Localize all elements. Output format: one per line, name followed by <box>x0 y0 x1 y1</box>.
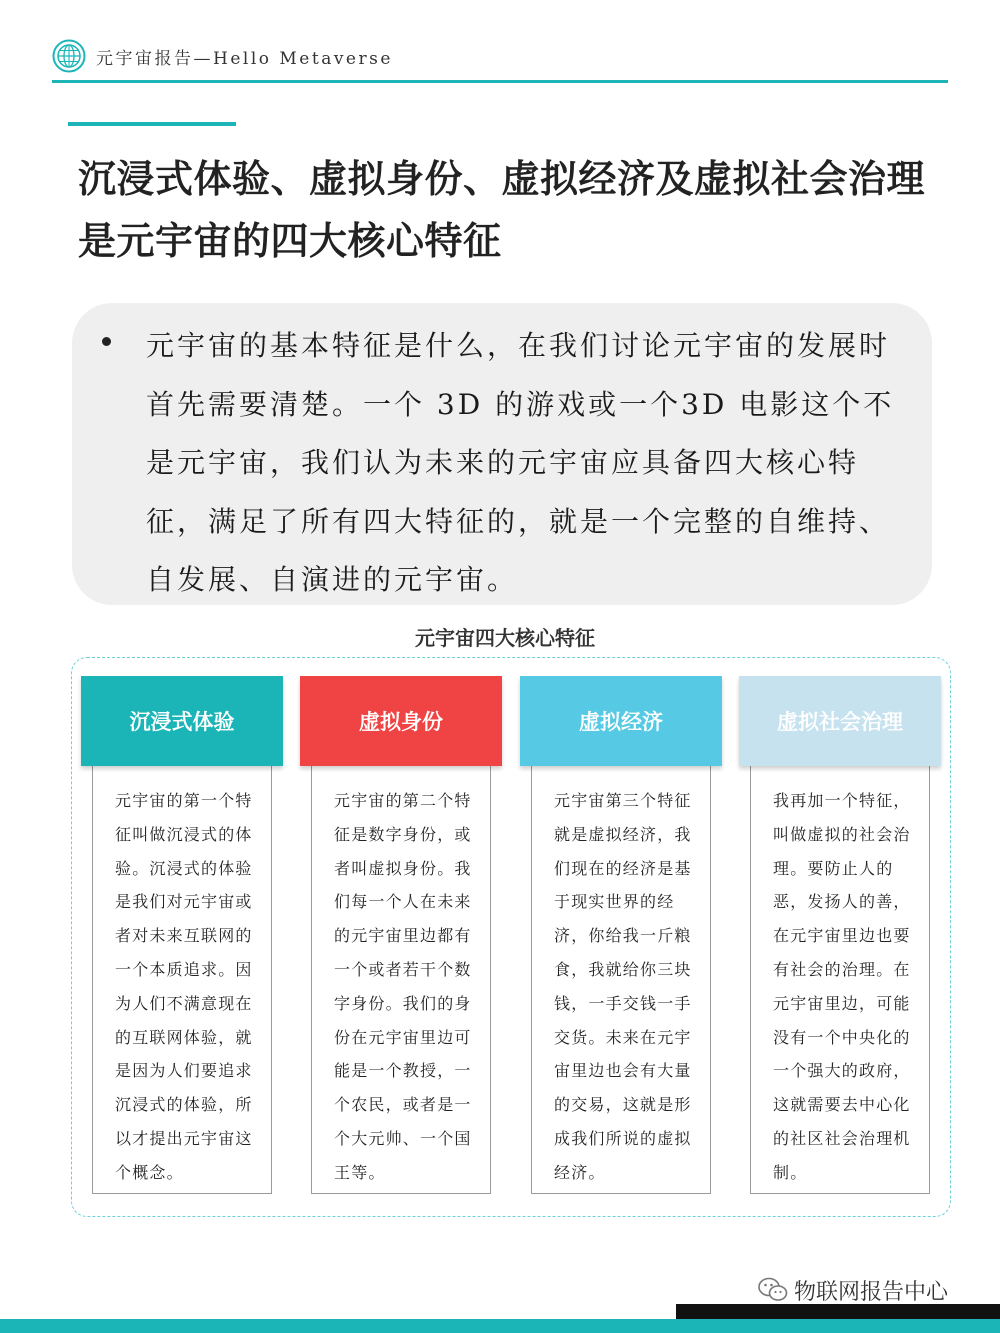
feature-card-governance <box>739 676 941 1194</box>
footer-brand-label: 物联网报告中心 <box>794 1279 949 1305</box>
header-divider <box>52 80 948 83</box>
feature-heading: 虚拟身份 <box>300 676 502 766</box>
feature-text: 我再加一个特征，叫做虚拟的社会治理。要防止人的恶，发扬人的善，在元宇宙里边也要有社会的治理。在元宇宙里边，可能没有一个中央化的一个强大的政府，这就需要去中心化的社区社会治理机制。 <box>773 791 911 1182</box>
feature-text: 元宇宙的第一个特征叫做沉浸式的体验。沉浸式的体验是我们对元宇宙或者对未来互联网的一个本质追求。因为人们不满意现在的互联网体验，就是因为人们要追求沉浸式的体验，所以才提出元宇宙这个概念。 <box>115 791 253 1182</box>
title-accent-bar <box>68 122 236 126</box>
feature-body <box>750 766 930 1194</box>
feature-heading: 沉浸式体验 <box>81 676 283 766</box>
globe-icon <box>52 39 86 73</box>
footer-dark-bar <box>676 1304 1000 1320</box>
feature-text: 元宇宙第三个特征就是虚拟经济，我们现在的经济是基于现实世界的经济，你给我一斤粮食，我就给你三块钱，一手交钱一手交货。未来在元宇宙里边也会有大量的交易，这就是形成我们所说的虚拟经济。 <box>554 791 692 1182</box>
footer-brand <box>758 1273 948 1307</box>
footer-bar <box>0 1319 1000 1333</box>
feature-heading: 虚拟经济 <box>520 676 722 766</box>
header-title: 元宇宙报告—Hello Metaverse <box>96 49 393 69</box>
feature-body <box>92 766 272 1194</box>
feature-body <box>311 766 491 1194</box>
feature-text: 元宇宙的第二个特征是数字身份，或者叫虚拟身份。我们每一个人在未来的元宇宙里边都有一个或者若干个数字身份。我们的身份在元宇宙里边可能是一个教授，一个农民，或者是一个大元帅、一个国王等。 <box>334 791 472 1182</box>
intro-panel <box>72 303 932 605</box>
page-header <box>52 36 948 84</box>
feature-card-identity <box>300 676 502 1194</box>
feature-heading: 虚拟社会治理 <box>739 676 941 766</box>
bullet-icon <box>102 337 111 346</box>
features-title: 元宇宙四大核心特征 <box>415 626 595 650</box>
wechat-icon <box>758 1277 788 1303</box>
feature-body <box>531 766 711 1194</box>
page-title: 沉浸式体验、虚拟身份、虚拟经济及虚拟社会治理是元宇宙的四大核心特征 <box>78 157 926 263</box>
intro-text: 元宇宙的基本特征是什么，在我们讨论元宇宙的发展时首先需要清楚。一个 3D 的游戏或一个3D 电影这个不是元宇宙，我们认为未来的元宇宙应具备四大核心特征，满足了所有四大特征的，就是一个完整的自维持、自发展、自演进的元宇宙。 <box>146 329 895 596</box>
feature-card-immersive <box>81 676 283 1194</box>
feature-card-economy <box>520 676 722 1194</box>
